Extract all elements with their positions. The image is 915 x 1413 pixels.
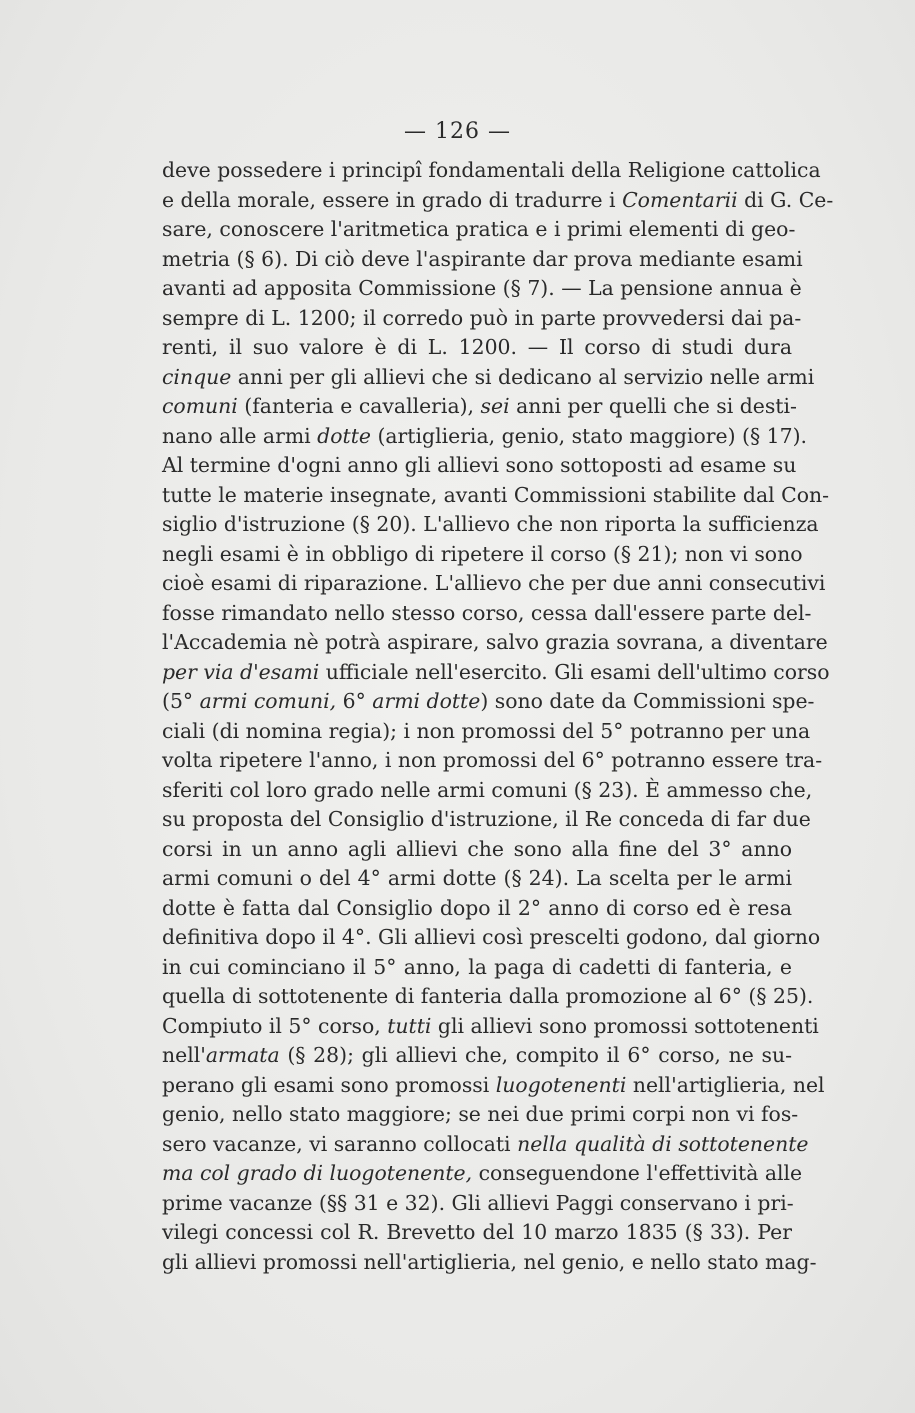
text-line: [162, 658, 830, 688]
text-line: [162, 274, 802, 304]
text-segment: dotte è fatta dal Consiglio dopo il 2° anno di corso ed è resa: [162, 895, 792, 920]
text-line: [162, 1248, 817, 1278]
text-segment: negli esami è in obbligo di ripetere il corso (§ 21); non vi sono: [162, 541, 803, 566]
text-line: [162, 156, 821, 186]
text-segment: nano alle armi: [162, 423, 318, 448]
text-segment: fosse rimandato nello stesso corso, cessa dall'essere parte del-: [162, 600, 812, 625]
text-segment: (5°: [162, 689, 200, 713]
italic-segment: luogotenenti: [495, 1072, 627, 1097]
text-segment: vilegi concessi col R. Brevetto del 10 marzo 1835 (§ 33). Per: [162, 1220, 792, 1244]
text-line: [162, 923, 821, 953]
text-segment: l'Accademia nè potrà aspirare, salvo grazia sovrana, a diventare: [162, 630, 828, 654]
text-line: [162, 1130, 809, 1160]
italic-segment: sei: [480, 394, 510, 418]
text-segment: Compiuto il 5° corso,: [162, 1013, 388, 1038]
text-segment: siglio d'istruzione (§ 20). L'allievo che non riporta la sufficienza: [162, 512, 819, 536]
text-line: [162, 422, 808, 452]
italic-segment: armi comuni,: [199, 689, 337, 713]
italic-segment: nella qualità di sottotenente: [517, 1131, 809, 1156]
text-line: [162, 481, 830, 511]
text-segment: quella di sottotenente di fanteria dalla promozione al 6° (§ 25).: [162, 984, 814, 1008]
text-line: [162, 1218, 792, 1248]
text-segment: (§ 28); gli allievi che, compito il 6° corso, ne su-: [279, 1043, 792, 1067]
text-line: [162, 864, 792, 894]
text-line: [162, 392, 797, 422]
text-line: [162, 805, 811, 835]
text-segment: (fanteria e cavalleria),: [237, 394, 481, 418]
page-number: — 126 —: [404, 119, 511, 144]
text-line: [162, 333, 792, 363]
text-segment: ) sono date da Commissioni spe-: [480, 689, 815, 713]
text-line: [162, 982, 814, 1012]
text-segment: anni per gli allievi che si dedicano al servizio nelle armi: [231, 364, 815, 389]
text-line: [162, 569, 826, 599]
text-segment: di G. Ce-: [737, 187, 834, 212]
italic-segment: dotte: [317, 423, 371, 448]
text-segment: sempre di L. 1200; il corredo può in parte provvedersi dai pa-: [162, 305, 802, 330]
text-segment: nell': [162, 1043, 206, 1067]
italic-segment: per via d'esami: [162, 659, 320, 684]
italic-segment: armata: [205, 1043, 280, 1067]
text-segment: deve possedere i principî fondamentali della Religione cattolica: [162, 158, 821, 182]
text-segment: 6°: [336, 689, 373, 713]
text-segment: corsi in un anno agli allievi che sono alla fine del 3° anno: [162, 836, 792, 861]
italic-segment: armi dotte: [372, 689, 481, 713]
text-segment: anni per quelli che si desti-: [509, 394, 797, 418]
text-segment: ufficiale nell'esercito. Gli esami dell'ultimo corso: [319, 659, 830, 684]
text-segment: sare, conoscere l'aritmetica pratica e i primi elementi di geo-: [162, 217, 796, 241]
text-line: [162, 1100, 799, 1130]
text-line: [162, 215, 796, 245]
italic-segment: ma col grado di luogotenente,: [162, 1161, 473, 1185]
text-line: [162, 363, 815, 393]
text-segment: nell'artiglieria, nel: [626, 1072, 825, 1097]
text-line: [162, 628, 828, 658]
text-segment: conseguendone l'effettività alle: [472, 1161, 803, 1185]
text-segment: armi comuni o del 4° armi dotte (§ 24). La scelta per le armi: [162, 866, 792, 890]
text-segment: prime vacanze (§§ 31 e 32). Gli allievi Paggi conservano i pri-: [162, 1190, 794, 1215]
text-line: [162, 451, 797, 481]
text-line: [162, 953, 792, 983]
text-segment: renti, il suo valore è di L. 1200. — Il corso di studi dura: [162, 335, 792, 359]
text-line: [162, 1071, 825, 1101]
text-line: [162, 599, 812, 629]
italic-segment: tutti: [387, 1013, 432, 1038]
text-line: [162, 1159, 803, 1189]
text-segment: e della morale, essere in grado di tradurre i: [162, 187, 623, 212]
text-segment: sero vacanze, vi saranno collocati: [162, 1131, 518, 1156]
text-segment: genio, nello stato maggiore; se nei due primi corpi non vi fos-: [162, 1102, 799, 1126]
text-segment: sferiti col loro grado nelle armi comuni (§ 23). È ammesso che,: [162, 777, 813, 802]
italic-segment: cinque: [162, 364, 232, 389]
text-line: [162, 540, 803, 570]
italic-segment: Comentarii: [622, 187, 738, 212]
text-line: [162, 510, 819, 540]
text-segment: volta ripetere l'anno, i non promossi del 6° potranno essere tra-: [162, 748, 823, 772]
text-segment: gli allievi promossi nell'artiglieria, nel genio, e nello stato mag-: [162, 1249, 817, 1274]
text-segment: gli allievi sono promossi sottotenenti: [431, 1013, 819, 1038]
italic-segment: comuni: [162, 394, 238, 418]
text-line: [162, 835, 792, 865]
text-segment: tutte le materie insegnate, avanti Commissioni stabilite dal Con-: [162, 482, 830, 507]
text-line: [162, 894, 792, 924]
text-line: [162, 776, 813, 806]
text-segment: su proposta del Consiglio d'istruzione, il Re conceda di far due: [162, 807, 811, 831]
body-text: [162, 156, 834, 1277]
text-segment: ciali (di nomina regia); i non promossi del 5° potranno per una: [162, 718, 811, 743]
text-segment: avanti ad apposita Commissione (§ 7). — La pensione annua è: [162, 276, 802, 300]
text-segment: cioè esami di riparazione. L'allievo che per due anni consecutivi: [162, 571, 826, 595]
text-line: [162, 1012, 819, 1042]
text-line: [162, 245, 803, 275]
text-line: [162, 687, 815, 717]
text-line: [162, 1041, 792, 1071]
text-segment: definitiva dopo il 4°. Gli allievi così prescelti godono, dal giorno: [162, 925, 821, 949]
text-line: [162, 1189, 792, 1219]
text-segment: metria (§ 6). Di ciò deve l'aspirante dar prova mediante esami: [162, 246, 803, 271]
text-segment: Al termine d'ogni anno gli allievi sono sottoposti ad esame su: [162, 453, 797, 477]
text-segment: (artiglieria, genio, stato maggiore) (§ 17).: [370, 423, 808, 448]
text-line: [162, 186, 834, 216]
text-line: [162, 717, 811, 747]
text-line: [162, 304, 802, 334]
text-line: [162, 746, 823, 776]
text-segment: in cui cominciano il 5° anno, la paga di cadetti di fanteria, e: [162, 954, 792, 979]
text-segment: perano gli esami sono promossi: [162, 1072, 496, 1097]
